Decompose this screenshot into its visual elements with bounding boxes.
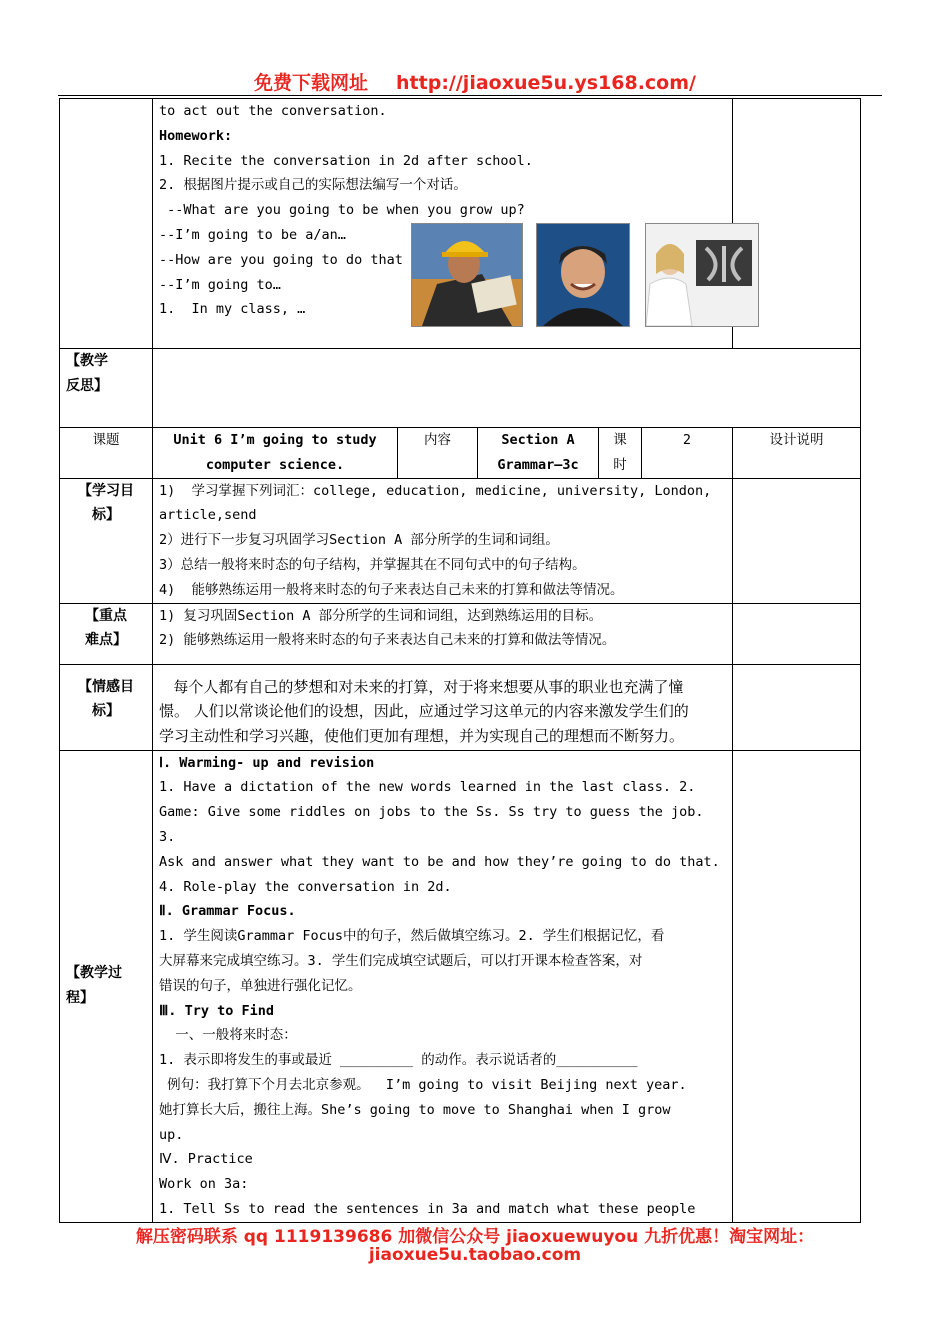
objectives-row	[60, 478, 861, 603]
objective-item: 4) 能够熟练运用一般将来时态的句子来表达自己未来的打算和做法等情况。	[159, 581, 624, 598]
emotion-line: 憬。 人们以常谈论他们的设想，因此，应通过学习这单元的内容来激发学生们的	[159, 702, 689, 721]
dialogue-line: --I’m going to be a/an…	[159, 226, 346, 243]
reflection-label: 【教学 反思】	[60, 349, 153, 428]
key-points-row	[60, 603, 861, 664]
process-line: Work on 3a:	[159, 1176, 249, 1193]
process-line: 错误的句子，单独进行强化记忆。	[159, 977, 362, 994]
process-line: 例句：我打算下个月去北京参观。 I’m going to visit Beijing next year.	[159, 1076, 687, 1093]
design-notes-label: 设计说明	[733, 428, 861, 479]
process-line: 一、一般将来时态：	[159, 1027, 297, 1044]
emotion-line: 每个人都有自己的梦想和对未来的打算，对于将来想要从事的职业也充满了憧	[159, 677, 684, 696]
objective-item: 1) 学习掌握下列词汇：college, education, medicine, university, London,	[159, 482, 712, 499]
objectives-notes	[733, 478, 861, 603]
key-point-item: 2) 能够熟练运用一般将来时态的句子来表达自己未来的打算和做法等情况。	[159, 632, 616, 649]
actor-photo	[536, 223, 630, 327]
objective-item: 2）进行下一步复习巩固学习Section A 部分所学的生词和词组。	[159, 532, 559, 549]
dialogue-line: 1. In my class, …	[159, 301, 306, 318]
key-point-item: 1) 复习巩固Section A 部分所学的生词和词组，达到熟练运用的目标。	[159, 607, 603, 624]
process-line: up.	[159, 1126, 184, 1143]
topic-label: 课题	[60, 428, 153, 479]
process-line: 1. Have a dictation of the new words learned in the last class. 2.	[159, 779, 696, 796]
homework-content	[153, 99, 733, 349]
footer-contact: 解压密码联系 qq 1119139686 加微信公众号 jiaoxuewuyou 九折优惠！淘宝网址：	[135, 1227, 815, 1247]
site-header	[0, 68, 950, 95]
period-label: 课 时	[599, 428, 642, 479]
period-value: 2	[642, 428, 733, 479]
key-points-content	[153, 603, 733, 664]
section-title: Ⅲ. Try to Find	[159, 1002, 274, 1019]
process-line: 1. 学生阅读Grammar Focus中的句子，然后做填空练习。2. 学生们根据记忆，看	[159, 928, 665, 945]
key-points-label: 【重点 难点】	[60, 603, 153, 664]
engineer-photo	[411, 223, 523, 327]
text-line: to act out the conversation.	[159, 103, 387, 119]
homework-row	[60, 99, 861, 349]
emotion-row	[60, 664, 861, 750]
homework-item: 1. Recite the conversation in 2d after school.	[159, 152, 533, 169]
objectives-content	[153, 478, 733, 603]
section-value: Section A Grammar—3c	[478, 428, 599, 479]
section-title: Ⅳ. Practice	[159, 1151, 253, 1168]
homework-title: Homework:	[159, 127, 233, 144]
emotion-line: 学习主动性和学习兴趣，使他们更加有理想，并为实现自己的理想而不断努力。	[159, 727, 685, 746]
process-line: 她打算长大后，搬往上海。She’s going to move to Shanghai when I grow	[159, 1101, 671, 1118]
reflection-content	[153, 349, 861, 428]
process-notes	[733, 750, 861, 1222]
lesson-plan-table	[59, 98, 861, 1223]
emotion-notes	[733, 664, 861, 750]
lesson-info-row	[60, 428, 861, 479]
topic-value: Unit 6 I’m going to study computer science.	[153, 428, 398, 479]
process-line: Ask and answer what they want to be and how they’re going to do that.	[159, 853, 720, 870]
doctor-photo	[645, 223, 759, 327]
site-url[interactable]: http://jiaoxue5u.ys168.com/	[396, 72, 696, 94]
section-title: Ⅱ. Grammar Focus.	[159, 903, 296, 920]
process-line: 1. 表示即将发生的事或最近 _________ 的动作。表示说话者的__________	[159, 1052, 638, 1069]
dialogue-line: --What are you going to be when you grow up?	[159, 202, 525, 219]
objective-item: 3）总结一般将来时态的句子结构，并掌握其在不同句式中的句子结构。	[159, 556, 586, 573]
process-content	[153, 750, 733, 1222]
process-line: 大屏幕来完成填空练习。3. 学生们完成填空试题后，可以打开课本检查答案，对	[159, 952, 643, 969]
site-name: 免费下载网址	[254, 72, 369, 94]
process-row	[60, 750, 861, 1222]
process-label: 【教学过 程】	[60, 750, 153, 1222]
objective-item: article,send	[159, 507, 257, 524]
process-line: 1. Tell Ss to read the sentences in 3a and match what these people	[159, 1200, 696, 1217]
footer-url[interactable]: jiaoxue5u.taobao.com	[368, 1245, 582, 1265]
emotion-content	[153, 664, 733, 750]
reflection-row	[60, 349, 861, 428]
homework-item: 2. 根据图片提示或自己的实际想法编写一个对话。	[159, 177, 467, 194]
section-title: Ⅰ. Warming- up and revision	[159, 754, 375, 771]
objectives-label: 【学习目 标】	[60, 478, 153, 603]
dialogue-line: --I’m going to…	[159, 276, 281, 293]
process-line: Game: Give some riddles on jobs to the Ss. Ss try to guess the job. 3.	[159, 804, 712, 845]
key-points-notes	[733, 603, 861, 664]
process-line: 4. Role-play the conversation in 2d.	[159, 878, 452, 895]
emotion-label: 【情感目 标】	[60, 664, 153, 750]
dialogue-line: --How are you going to do that	[159, 251, 403, 268]
content-label: 内容	[398, 428, 478, 479]
empty-label-cell	[60, 99, 153, 349]
header-divider	[58, 95, 882, 96]
